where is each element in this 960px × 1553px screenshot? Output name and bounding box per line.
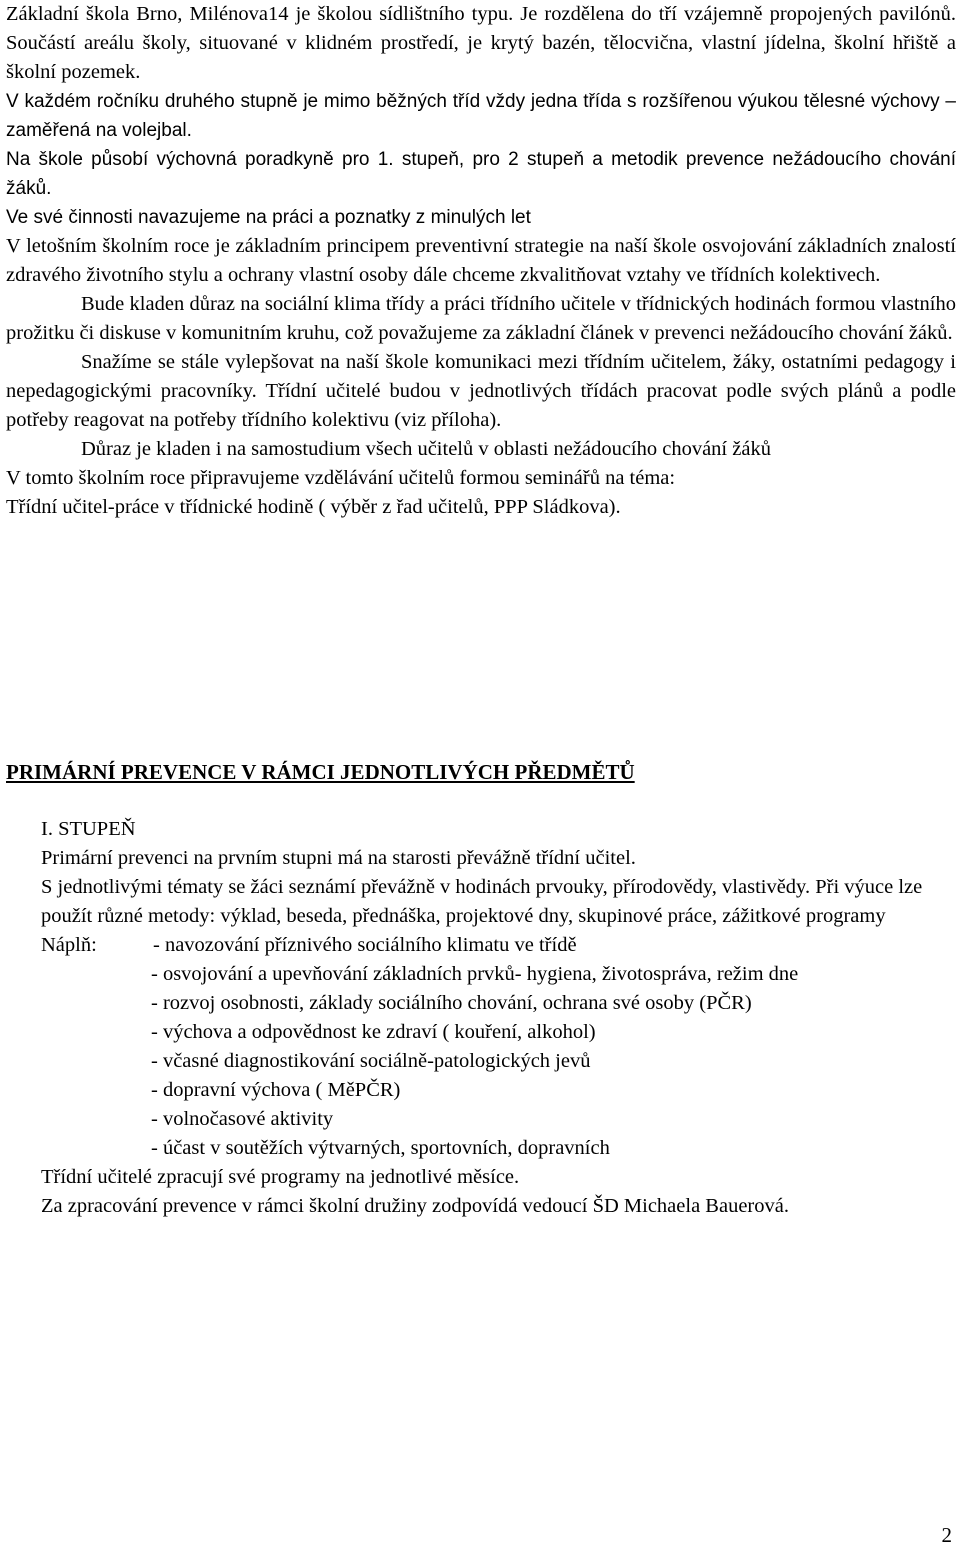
paragraph-strategy: V letošním školním roce je základním principem preventivní strategie na naší škole osvojování základních znalostí zdravého životního stylu a ochrany vlastní osoby dále chceme zkvalitňovat vztahy ve třídních kolektivech.	[6, 235, 956, 286]
page-number: 2	[941, 1523, 952, 1547]
document-page	[6, 0, 956, 522]
paragraph-seminar-topic: Třídní učitel-práce v třídnické hodině ( výběr z řad učitelů, PPP Sládkova).	[6, 496, 621, 518]
paragraph-continuity: Ve své činnosti navazujeme na práci a poznatky z minulých let	[6, 207, 531, 228]
list-item: - výchova a odpovědnost ke zdraví ( kouření, alkohol)	[151, 1021, 596, 1043]
first-grade-section	[41, 815, 956, 1221]
intro-paragraph-advisors: Na škole působí výchovná poradkyně pro 1. stupeň, pro 2 stupeň a metodik prevence nežádoucího chování žáků.	[6, 149, 956, 199]
intro-paragraph-school: Základní škola Brno, Milénova14 je školou sídlištního typu. Je rozdělena do tří vzájemně propojených pavilónů. Součástí areálu školy, situované v klidném prostředí, je krytý bazén, tělocvična, vlastní jídelna, školní hřiště a školní pozemek.	[6, 3, 956, 83]
paragraph-communication: Snažíme se stále vylepšovat na naší škole komunikaci mezi třídním učitelem, žáky, ostatními pedagogy i nepedagogickými pracovníky. Třídní učitelé budou v jednotlivých třídách pracovat podle svých plánů a podle potřeby reagovat na potřeby třídního kolektivu (viz příloha).	[6, 351, 956, 431]
list-item: - volnočasové aktivity	[151, 1108, 334, 1130]
content-list-continued	[41, 960, 956, 1163]
closing-line-afterschool: Za zpracování prevence v rámci školní družiny zodpovídá vedoucí ŠD Michaela Bauerová.	[41, 1195, 789, 1217]
paragraph-self-study: Důraz je kladen i na samostudium všech učitelů v oblasti nežádoucího chování žáků	[81, 438, 771, 460]
list-item: - rozvoj osobnosti, základy sociálního chování, ochrana své osoby (PČR)	[151, 992, 752, 1014]
list-item: - navozování příznivého sociálního klimatu ve třídě	[153, 934, 577, 956]
intro-paragraph-volleyball: V každém ročníku druhého stupně je mimo běžných tříd vždy jedna třída s rozšířenou výukou tělesné výchovy – zaměřená na volejbal.	[6, 91, 956, 141]
list-item: - účast v soutěžích výtvarných, sportovních, dopravních	[151, 1137, 610, 1159]
section-line-methods: S jednotlivými tématy se žáci seznámí převážně v hodinách prvouky, přírodovědy, vlastivědy. Při výuce lze použít různé metody: výklad, beseda, přednáška, projektové dny, skupinové práce, zážitkové programy	[41, 876, 923, 927]
list-item: - dopravní výchova ( MěPČR)	[151, 1079, 401, 1101]
list-item: - včasné diagnostikování sociálně-patologických jevů	[151, 1050, 591, 1072]
section-line-teacher: Primární prevenci na prvním stupni má na starosti převážně třídní učitel.	[41, 847, 636, 869]
closing-line-programs: Třídní učitelé zpracují své programy na jednotlivé měsíce.	[41, 1166, 520, 1188]
section-heading: PRIMÁRNÍ PREVENCE V RÁMCI JEDNOTLIVÝCH PŘEDMĚTŮ	[6, 760, 635, 784]
paragraph-seminars: V tomto školním roce připravujeme vzdělávání učitelů formou seminářů na téma:	[6, 467, 676, 489]
section-title: I. STUPEŇ	[41, 818, 136, 840]
paragraph-social-climate: Bude kladen důraz na sociální klima třídy a práci třídního učitele v třídnických hodinách formou vlastního prožitku či diskuse v komunitním kruhu, což považujeme za základní článek v prevenci nežádoucího chování žáků.	[6, 293, 956, 344]
content-label: Náplň:	[41, 934, 97, 956]
content-list	[153, 931, 577, 960]
content-list-block	[41, 931, 956, 960]
list-item: - osvojování a upevňování základních prvků- hygiena, životospráva, režim dne	[151, 963, 799, 985]
